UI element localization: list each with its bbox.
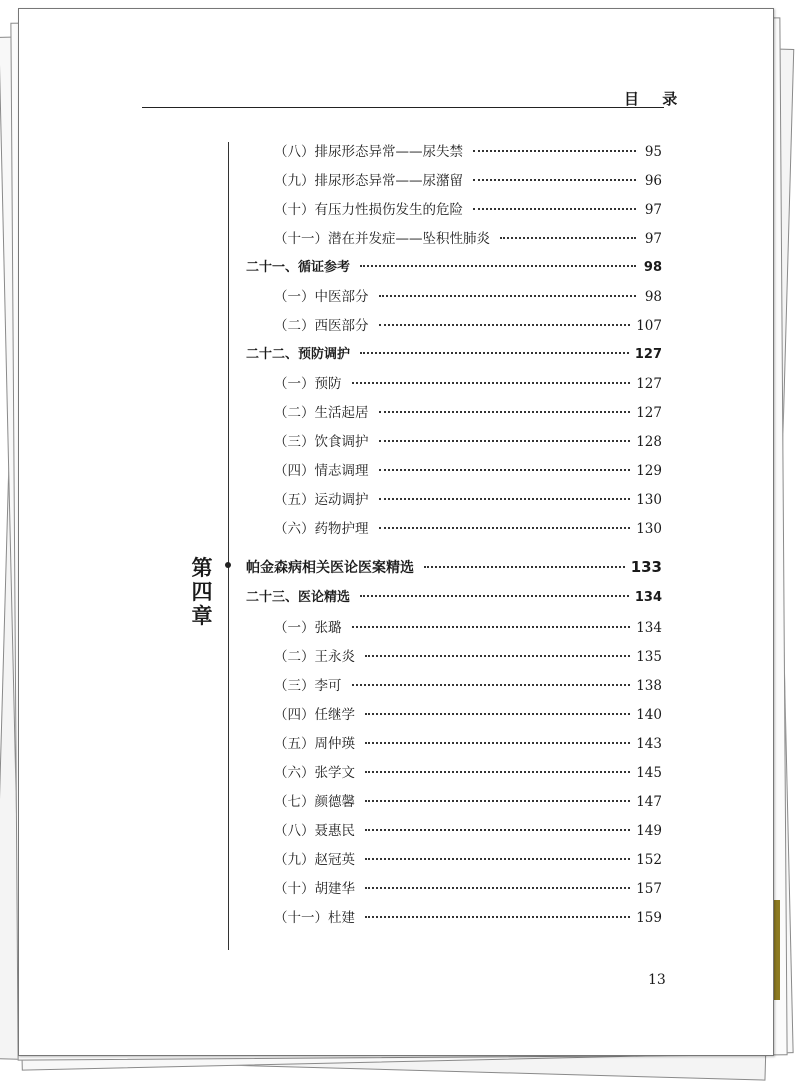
dot-leader [473,150,636,152]
dot-leader [379,527,631,529]
dot-leader [360,595,629,597]
dot-leader [424,566,625,568]
dot-leader [379,469,631,471]
toc-entry-title: （二）生活起居 [274,405,369,421]
dot-leader [365,858,630,860]
toc-entry-page: 127 [636,376,662,392]
toc-entry[interactable] [274,227,662,247]
vertical-rule [228,142,229,950]
dot-leader [365,655,630,657]
toc-entry-title: （六）药物护理 [274,521,369,537]
toc-entry-page: 98 [644,289,662,305]
toc-entry[interactable] [274,819,662,839]
toc-entry-page: 96 [644,173,662,189]
toc-entry[interactable] [274,169,662,189]
toc-entry-page: 135 [636,649,662,665]
toc-entry-title: （三）李可 [274,678,342,694]
toc-entry-title: （十）有压力性损伤发生的危险 [274,202,463,218]
toc-entry-title: （九）排尿形态异常——尿潴留 [274,173,463,189]
toc-entry-title: 二十二、预防调护 [246,347,351,362]
dot-leader [379,324,631,326]
toc-entry-page: 140 [636,707,662,723]
toc-entry-page: 134 [634,590,662,605]
toc-section-entry[interactable] [246,343,662,362]
toc-entry[interactable] [274,790,662,810]
toc-entry-page: 138 [636,678,662,694]
toc-entry-page: 143 [636,736,662,752]
toc-entry[interactable] [274,517,662,537]
toc-entry-page: 97 [644,231,662,247]
dot-leader [352,626,631,628]
dot-leader [365,916,630,918]
dot-leader [379,411,631,413]
toc-entry[interactable] [274,401,662,421]
toc-entry[interactable] [274,372,662,392]
dot-leader [365,887,630,889]
toc-entry-page: 129 [636,463,662,479]
toc-entry-title: （十一）潜在并发症——坠积性肺炎 [274,231,490,247]
toc-entry-title: （十一）杜建 [274,910,355,926]
toc-section-entry[interactable] [246,256,662,275]
dot-leader [352,382,631,384]
toc-entry[interactable] [274,761,662,781]
toc-entry[interactable] [274,430,662,450]
dot-leader [365,771,630,773]
toc-entry[interactable] [274,906,662,926]
toc-entry-title: （三）饮食调护 [274,434,369,450]
toc-entry[interactable] [274,198,662,218]
toc-entry[interactable] [274,488,662,508]
dot-leader [360,352,629,354]
toc-entry-title: （六）张学文 [274,765,355,781]
toc-entry-title: （一）中医部分 [274,289,369,305]
toc-entry-page: 107 [636,318,662,334]
page-header-title: 目 录 [624,90,687,108]
toc-entry-page: 149 [636,823,662,839]
toc-entry-page: 98 [643,260,662,275]
dot-leader [379,295,637,297]
dot-leader [365,742,630,744]
toc-entry-page: 130 [636,492,662,508]
toc-entry[interactable] [274,140,662,160]
toc-entry-title: （二）王永炎 [274,649,355,665]
chapter-bullet-icon [225,562,231,568]
toc-entry-title: 二十三、医论精选 [246,590,351,605]
toc-entry[interactable] [274,459,662,479]
dot-leader [365,829,630,831]
dot-leader [500,237,636,239]
toc-entry-page: 127 [634,347,662,362]
dot-leader [473,179,636,181]
dot-leader [379,498,631,500]
dot-leader [473,208,636,210]
toc-entry[interactable] [274,732,662,752]
toc-entry-page: 128 [636,434,662,450]
toc-entry[interactable] [274,674,662,694]
toc-entry-page: 145 [636,765,662,781]
dot-leader [352,684,631,686]
toc-entry-title: （一）张璐 [274,620,342,636]
toc-entry[interactable] [274,285,662,305]
dot-leader [365,713,630,715]
toc-entry-page: 152 [636,852,662,868]
dot-leader [365,800,630,802]
toc-entry-title: （七）颜德馨 [274,794,355,810]
toc-entry-page: 133 [630,558,662,576]
toc-entry[interactable] [274,877,662,897]
toc-entry-page: 97 [644,202,662,218]
toc-entry-page: 130 [636,521,662,537]
toc-entry-title: （一）预防 [274,376,342,392]
toc-entry-page: 147 [636,794,662,810]
toc-entry-title: （九）赵冠英 [274,852,355,868]
toc-entry-page: 159 [636,910,662,926]
toc-entry[interactable] [274,703,662,723]
toc-entry-page: 157 [636,881,662,897]
header-rule [142,107,664,108]
toc-entry-page: 134 [636,620,662,636]
toc-entry-title: （五）运动调护 [274,492,369,508]
toc-entry-title: 二十一、循证参考 [246,260,351,275]
toc-entry-title: （四）任继学 [274,707,355,723]
toc-entry-page: 95 [644,144,662,160]
toc-entry[interactable] [274,645,662,665]
chapter-tag: 第四章 [191,556,213,628]
dot-leader [379,440,631,442]
toc-entry-title: （八）排尿形态异常——尿失禁 [274,144,463,160]
page-number: 13 [648,972,666,988]
toc-entry-page: 127 [636,405,662,421]
toc-entry[interactable] [274,616,662,636]
toc-entry-title: （四）情志调理 [274,463,369,479]
toc-entry-title: （十）胡建华 [274,881,355,897]
toc-entry[interactable] [274,848,662,868]
toc-entry-title: （八）聂惠民 [274,823,355,839]
toc-entry[interactable] [274,314,662,334]
toc-entry-title: （二）西医部分 [274,318,369,334]
toc-chapter-entry[interactable] [246,557,662,577]
toc-section-entry[interactable] [246,586,662,605]
dot-leader [360,265,636,267]
toc-entry-title: 帕金森病相关医论医案精选 [246,560,414,576]
toc-entry-title: （五）周仲瑛 [274,736,355,752]
